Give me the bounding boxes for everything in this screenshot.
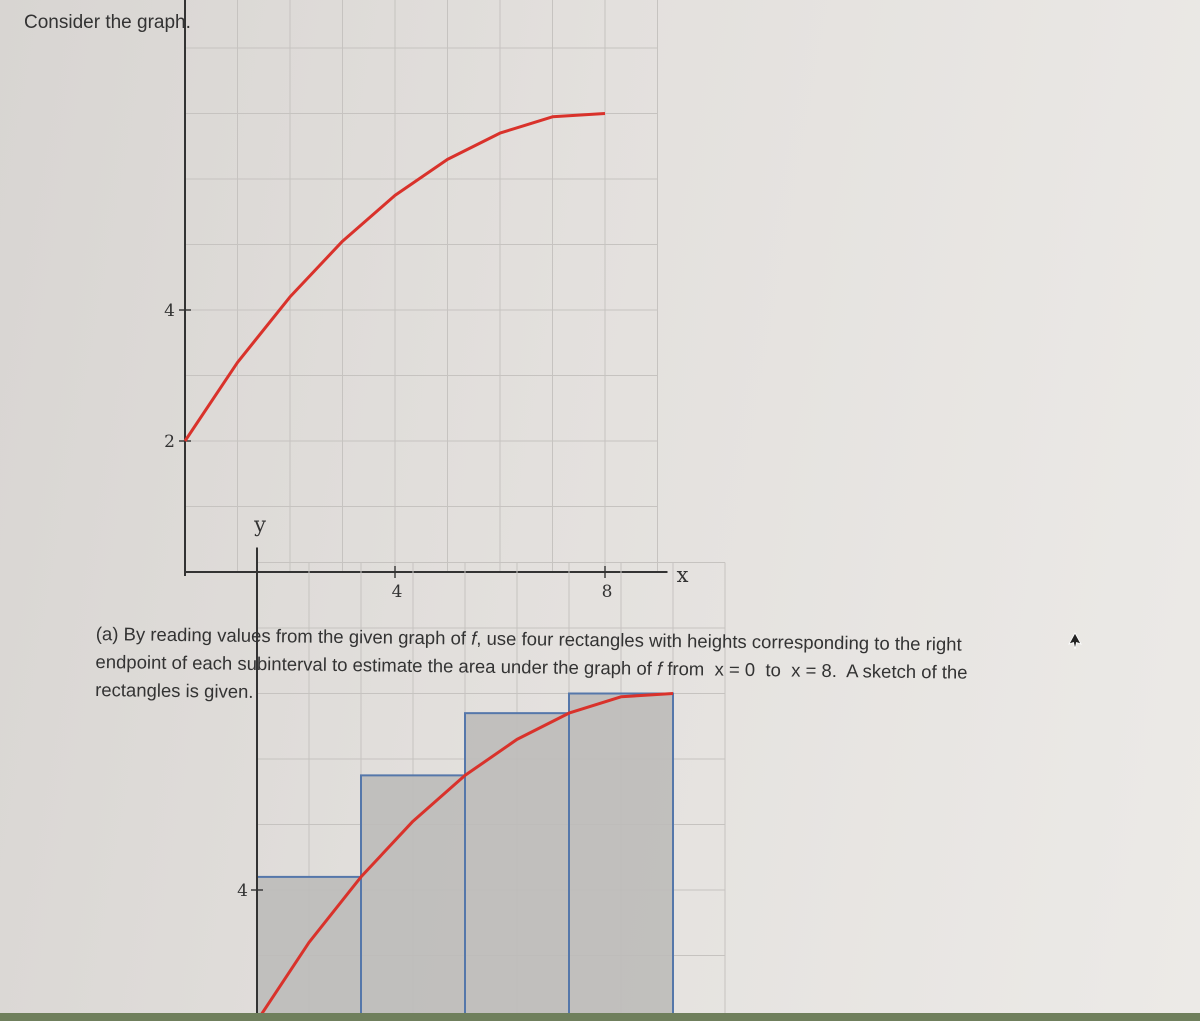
question-text (95, 620, 1156, 717)
prompt-text: Consider the graph. (24, 12, 191, 33)
y-axis-label: y (254, 512, 266, 537)
question-line1-b: , use four rectangles with heights corresponding to the right (476, 627, 962, 655)
function-name: f (471, 627, 477, 649)
question-line2-b: from x = 0 to x = 8. A sketch of the (662, 657, 968, 683)
approximating-rectangle (361, 775, 465, 1021)
x-tick-label: 8 (601, 582, 613, 602)
x-axis-label: x (676, 563, 689, 587)
x-tick-label: 4 (391, 582, 403, 602)
mouse-pointer-icon (1067, 632, 1083, 650)
question-line1-a: By reading values from the given graph of (123, 623, 472, 649)
approximating-rectangle (569, 694, 673, 1021)
part-label: (a) (95, 622, 119, 645)
approximating-rectangle (465, 713, 569, 1021)
y-tick-label: 2 (164, 432, 175, 452)
y-tick-label: 4 (164, 301, 175, 321)
y-tick-label: 4 (237, 881, 248, 901)
question-line2-a: endpoint of each subinterval to estimate the area under the graph of (95, 650, 658, 679)
bottom-edge (0, 1013, 1200, 1021)
function-name: f (656, 657, 663, 679)
question-line3: rectangles is given. (95, 678, 254, 702)
